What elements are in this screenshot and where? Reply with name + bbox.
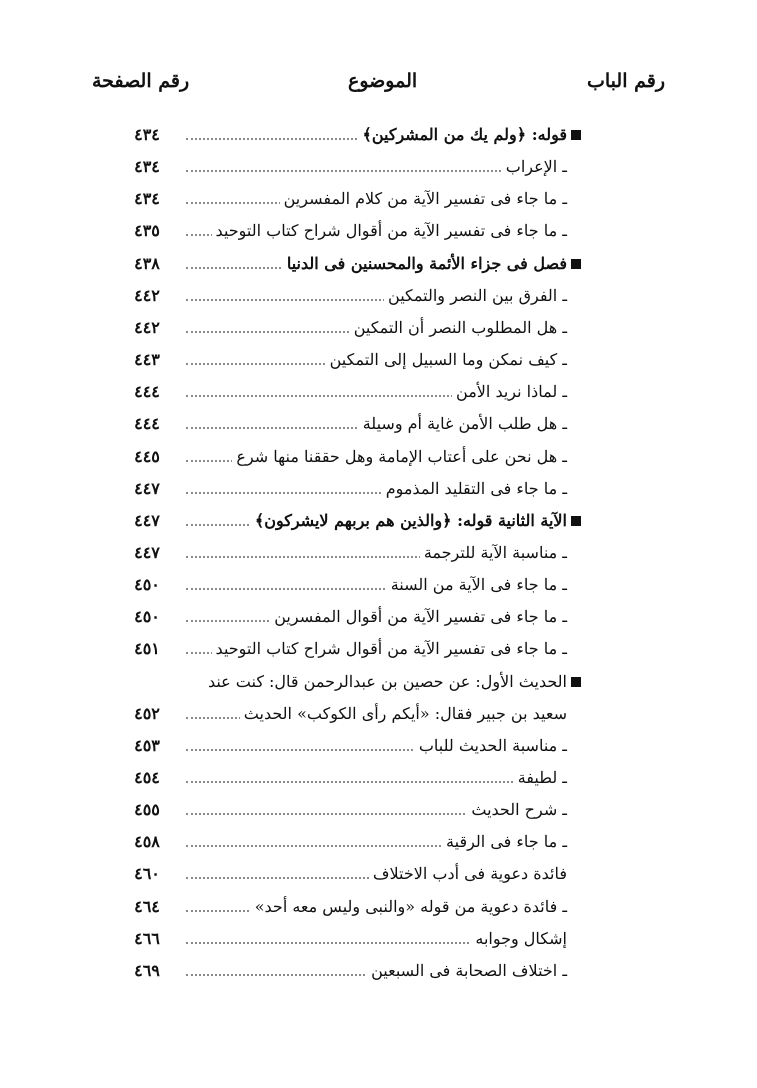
- toc-entry-title: ـ اختلاف الصحابة فى السبعين: [367, 955, 567, 987]
- toc-entry-title: ـ مناسبة الآية للترجمة: [420, 537, 567, 569]
- toc-entry-title: ـ هل طلب الأمن غاية أم وسيلة: [359, 408, 567, 440]
- toc-entry-title: ـ كيف نمكن وما السبيل إلى التمكين: [326, 344, 567, 376]
- toc-entry-page: ٤٥٤: [134, 768, 160, 787]
- toc-entry-page: ٤٣٥: [134, 221, 160, 241]
- toc-entry-title: ـ فائدة دعوية من قوله «والنبى وليس معه أحد»: [251, 891, 567, 923]
- toc-entry-page: ٤٦٦: [134, 928, 160, 948]
- toc-entry-page: ٤٦٠: [134, 864, 160, 884]
- toc-row: [0, 441, 757, 473]
- toc-entry-title: ـ ما جاء فى التقليد المذموم: [382, 473, 567, 505]
- toc-entry-title: الآية الثانية قوله: ﴿والذين هم بربهم لايشركون﴾: [251, 505, 567, 537]
- toc-row: [0, 666, 757, 698]
- toc-row: [0, 730, 757, 762]
- toc-row: [0, 280, 757, 312]
- toc-row: [0, 408, 757, 440]
- toc-entry-page: ٤٤٥: [134, 446, 160, 466]
- dot-leader: [186, 781, 561, 783]
- toc-row: [0, 312, 757, 344]
- toc-entry-title: ـ هل نحن على أعتاب الإمامة وهل حققنا منها شرع: [232, 441, 567, 473]
- toc-row: [0, 858, 757, 890]
- toc-entry-title: فصل فى جزاء الأئمة والمحسنين فى الدنيا: [283, 248, 567, 280]
- toc-entry-page: ٤٥٢: [134, 703, 160, 723]
- header-chapter-number: رقم الباب: [587, 70, 665, 92]
- toc-entry-title: ـ مناسبة الحديث للباب: [415, 730, 567, 762]
- toc-row: [0, 151, 757, 183]
- toc-row: [0, 923, 757, 955]
- toc-entry-title: ـ لماذا نريد الأمن: [452, 376, 567, 408]
- toc-entry-page: ٤٤٤: [134, 414, 160, 434]
- toc-row: [0, 601, 757, 633]
- toc-entry-page: ٤٦٤: [134, 896, 160, 916]
- toc-entry-page: ٤٦٩: [134, 960, 160, 980]
- toc-row: [0, 826, 757, 858]
- toc-entry-title: ـ الإعراب: [502, 151, 567, 183]
- toc-row: [0, 215, 757, 247]
- toc-row: [0, 248, 757, 280]
- header-topic: الموضوع: [348, 70, 418, 92]
- toc-entry-title: ـ هل المطلوب النصر أن التمكين: [350, 312, 567, 344]
- square-bullet-icon: [571, 677, 581, 687]
- toc-entry-page: ٤٤٧: [134, 542, 160, 562]
- toc-entry-page: ٤٤٧: [134, 510, 160, 530]
- square-bullet-icon: [571, 259, 581, 269]
- toc-entry-page: ٤٤٢: [134, 317, 160, 337]
- toc-entry-page: ٤٥٣: [134, 735, 160, 755]
- toc-entry-page: ٤٥٠: [134, 607, 160, 627]
- toc-row: [0, 119, 757, 151]
- toc-entry-title: ـ شرح الحديث: [467, 794, 567, 826]
- toc-entry-page: ٤٣٤: [134, 189, 160, 209]
- toc-entry-page: ٤٤٢: [134, 285, 160, 305]
- toc-entry-title: الحديث الأول: عن حصين بن عبدالرحمن قال: كنت عند: [204, 666, 567, 698]
- toc-entry-page: ٤٤٧: [134, 478, 160, 498]
- toc-entry-title: فائدة دعوية فى أدب الاختلاف: [369, 858, 567, 890]
- toc-entry-title: ـ لطيفة: [514, 762, 567, 794]
- toc-entry-page: ٤٥٠: [134, 575, 160, 595]
- toc-row: [0, 569, 757, 601]
- toc-entry-page: ٤٣٨: [134, 253, 160, 273]
- toc-entry-title: ـ ما جاء فى تفسير الآية من أقوال المفسرين: [270, 601, 567, 633]
- toc-row: [0, 955, 757, 987]
- toc-row: [0, 183, 757, 215]
- toc-entry-page: ٤٥٨: [134, 832, 160, 852]
- toc-row: [0, 537, 757, 569]
- toc-entry-title: إشكال وجوابه: [471, 923, 567, 955]
- toc-row: [0, 794, 757, 826]
- toc-entry-title: ـ ما جاء فى الرقية: [442, 826, 567, 858]
- toc-entry-page: ٤٤٤: [134, 382, 160, 402]
- toc-row: [0, 344, 757, 376]
- toc-row: [0, 505, 757, 537]
- toc-entry-page: ٤٥٥: [134, 800, 160, 820]
- square-bullet-icon: [571, 516, 581, 526]
- toc-entry-title: ـ ما جاء فى تفسير الآية من أقوال شراح كتاب التوحيد: [212, 633, 567, 665]
- toc-row: [0, 762, 757, 794]
- toc-entry-title: قوله: ﴿ولم يك من المشركين﴾: [358, 119, 567, 151]
- toc-entry-page: ٤٤٣: [134, 350, 160, 370]
- toc-entry-title: سعيد بن جبير فقال: «أيكم رأى الكوكب» الحديث: [240, 698, 567, 730]
- toc-row: [0, 698, 757, 730]
- toc-entry-title: ـ ما جاء فى تفسير الآية من كلام المفسرين: [280, 183, 567, 215]
- toc-row: [0, 633, 757, 665]
- toc-row: [0, 473, 757, 505]
- square-bullet-icon: [571, 130, 581, 140]
- toc-entry-title: ـ الفرق بين النصر والتمكين: [384, 280, 567, 312]
- toc-entry-title: ـ ما جاء فى الآية من السنة: [387, 569, 567, 601]
- header-page-number: رقم الصفحة: [92, 70, 190, 92]
- toc-row: [0, 376, 757, 408]
- toc-row: [0, 891, 757, 923]
- toc-entry-page: ٤٥١: [134, 639, 160, 659]
- toc-entry-page: ٤٣٤: [134, 125, 160, 144]
- toc-entry-page: ٤٣٤: [134, 157, 160, 177]
- toc-entry-title: ـ ما جاء فى تفسير الآية من أقوال شراح كتاب التوحيد: [212, 215, 567, 247]
